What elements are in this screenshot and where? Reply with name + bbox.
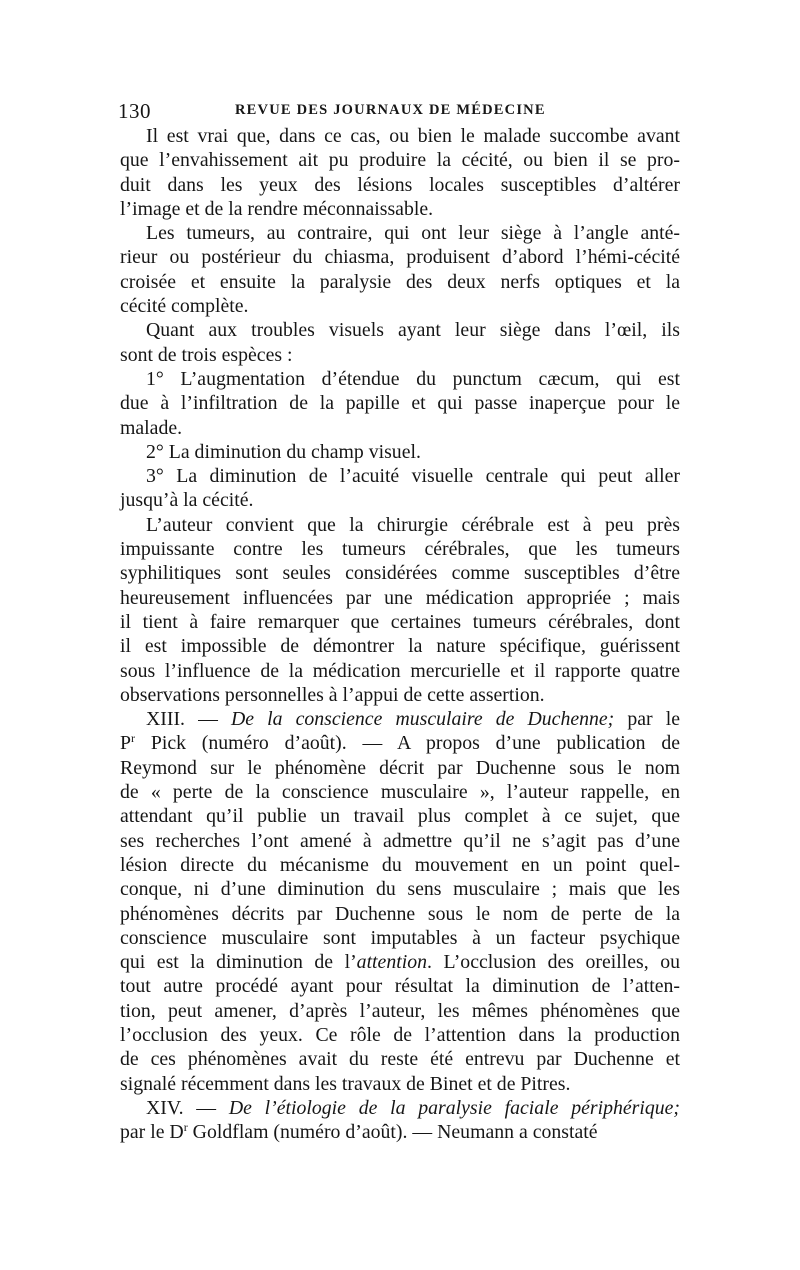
text-line	[120, 148, 680, 172]
line-text: qui est la diminution de l’	[120, 951, 357, 974]
line-text: Reymond sur le phénomène décrit par Duchenne sous le nom	[120, 756, 680, 779]
text-line	[120, 707, 680, 731]
line-text: rieur ou postérieur du chiasma, produisent d’abord l’hémi-cécité	[120, 246, 680, 269]
text-line	[120, 537, 680, 561]
text-line	[120, 488, 680, 512]
text-line	[120, 464, 680, 488]
text-line	[120, 829, 680, 853]
body-text	[120, 124, 680, 1144]
text-line	[120, 659, 680, 683]
italic-title: De la conscience musculaire de Duchenne;	[230, 708, 615, 731]
text-line	[120, 124, 680, 148]
line-text: impuissante contre les tumeurs cérébrales, que les tumeurs	[120, 538, 680, 561]
italic-title: De l’étiologie de la paralysie faciale périphérique;	[228, 1096, 680, 1119]
text-line	[120, 877, 680, 901]
line-text: duit dans les yeux des lésions locales susceptibles d’altérer	[120, 173, 680, 196]
text-line	[120, 804, 680, 828]
text-line	[120, 367, 680, 391]
line-text: sont de trois espèces :	[120, 343, 293, 366]
line-text: l’image et de la rendre méconnaissable.	[120, 197, 434, 220]
text-line	[120, 683, 680, 707]
text-line	[120, 756, 680, 780]
line-text: due à l’infiltration de la papille et qui passe inaperçue pour le	[120, 392, 680, 415]
text-line	[120, 318, 680, 342]
line-text: il est impossible de démontrer la nature spécifique, guérissent	[120, 635, 680, 658]
text-line	[120, 1120, 680, 1144]
text-line	[120, 780, 680, 804]
line-text: conque, ni d’une diminution du sens musculaire ; mais que les	[120, 878, 680, 901]
text-line	[120, 902, 680, 926]
text-line	[120, 610, 680, 634]
superscript-abbrev: r	[183, 1120, 188, 1135]
line-text: L’auteur convient que la chirurgie cérébrale est à peu près	[146, 513, 680, 536]
line-text: conscience musculaire sont imputables à un facteur psychique	[120, 926, 680, 949]
line-text: observations personnelles à l’appui de cette assertion.	[120, 683, 545, 706]
text-line	[120, 634, 680, 658]
line-text: attendant qu’il publie un travail plus complet à ce sujet, que	[120, 805, 680, 828]
text-line	[120, 853, 680, 877]
line-text: P	[120, 732, 132, 755]
text-line	[120, 586, 680, 610]
line-text: de « perte de la conscience musculaire », l’auteur rappelle, en	[120, 781, 680, 804]
text-line	[120, 950, 680, 974]
line-text: que l’envahissement ait pu produire la cécité, ou bien il se pro-	[120, 149, 680, 172]
line-text: lésion directe du mécanisme du mouvement en un point quel-	[120, 853, 680, 876]
line-text: par le D	[120, 1121, 184, 1144]
text-line	[120, 731, 680, 755]
text-line	[120, 1072, 680, 1096]
journal-title: REVUE DES JOURNAUX DE MÉDECINE	[235, 102, 546, 118]
text-line	[120, 294, 680, 318]
line-text: Les tumeurs, au contraire, qui ont leur siège à l’angle anté-	[146, 222, 680, 245]
text-line	[120, 440, 680, 464]
text-line	[120, 173, 680, 197]
line-text: . L’occlusion des oreilles, ou	[427, 951, 680, 974]
running-head	[118, 99, 678, 125]
text-line	[120, 561, 680, 585]
line-text: tion, peut amener, d’après l’auteur, les mêmes phénomènes que	[120, 999, 680, 1022]
line-text: malade.	[120, 416, 183, 439]
line-text: il tient à faire remarquer que certaines tumeurs cérébrales, dont	[120, 610, 680, 633]
line-text: XIII. —	[146, 708, 231, 731]
line-text: croisée et ensuite la paralysie des deux nerfs optiques et la	[120, 270, 680, 293]
line-text: ses recherches l’ont amené à admettre qu’il ne s’agit pas d’une	[120, 829, 680, 852]
line-text: signalé récemment dans les travaux de Binet et de Pitres.	[120, 1072, 571, 1095]
line-text: cécité complète.	[120, 295, 249, 318]
text-line	[120, 343, 680, 367]
text-line	[120, 270, 680, 294]
italic-title: attention	[356, 951, 427, 974]
text-line	[120, 245, 680, 269]
line-text: jusqu’à la cécité.	[120, 489, 254, 512]
superscript-abbrev: r	[131, 731, 136, 746]
text-line	[120, 391, 680, 415]
line-text: tout autre procédé ayant pour résultat la diminution de l’atten-	[120, 975, 680, 998]
text-line	[120, 999, 680, 1023]
text-line	[120, 221, 680, 245]
text-line	[120, 974, 680, 998]
text-line	[120, 1047, 680, 1071]
line-text: de ces phénomènes avait du reste été entrevu par Duchenne et	[120, 1048, 680, 1071]
text-line	[120, 926, 680, 950]
line-text: Quant aux troubles visuels ayant leur siège dans l’œil, ils	[146, 319, 680, 342]
line-text: Pick (numéro d’août). — A propos d’une publication de	[135, 732, 680, 755]
line-text: 1° L’augmentation d’étendue du punctum cæcum, qui est	[146, 367, 680, 390]
page-number: 130	[118, 99, 151, 123]
line-text: 3° La diminution de l’acuité visuelle centrale qui peut aller	[146, 465, 680, 488]
text-line	[120, 1096, 680, 1120]
line-text: l’occlusion des yeux. Ce rôle de l’attention dans la production	[120, 1023, 680, 1046]
line-text: heureusement influencées par une médication appropriée ; mais	[120, 586, 680, 609]
line-text: syphilitiques sont seules considérées comme susceptibles d’être	[120, 562, 680, 585]
line-text: phénomènes décrits par Duchenne sous le nom de perte de la	[120, 902, 680, 925]
line-text: Il est vrai que, dans ce cas, ou bien le malade succombe avant	[146, 125, 680, 147]
line-text: sous l’influence de la médication mercurielle et il rapporte quatre	[120, 659, 680, 682]
line-text: Goldflam (numéro d’août). — Neumann a constaté	[187, 1121, 598, 1144]
line-text: par le	[614, 708, 681, 731]
text-line	[120, 1023, 680, 1047]
line-text: XIV. —	[146, 1096, 229, 1119]
text-line	[120, 416, 680, 440]
line-text: 2° La diminution du champ visuel.	[146, 440, 421, 463]
text-line	[120, 513, 680, 537]
text-line	[120, 197, 680, 221]
